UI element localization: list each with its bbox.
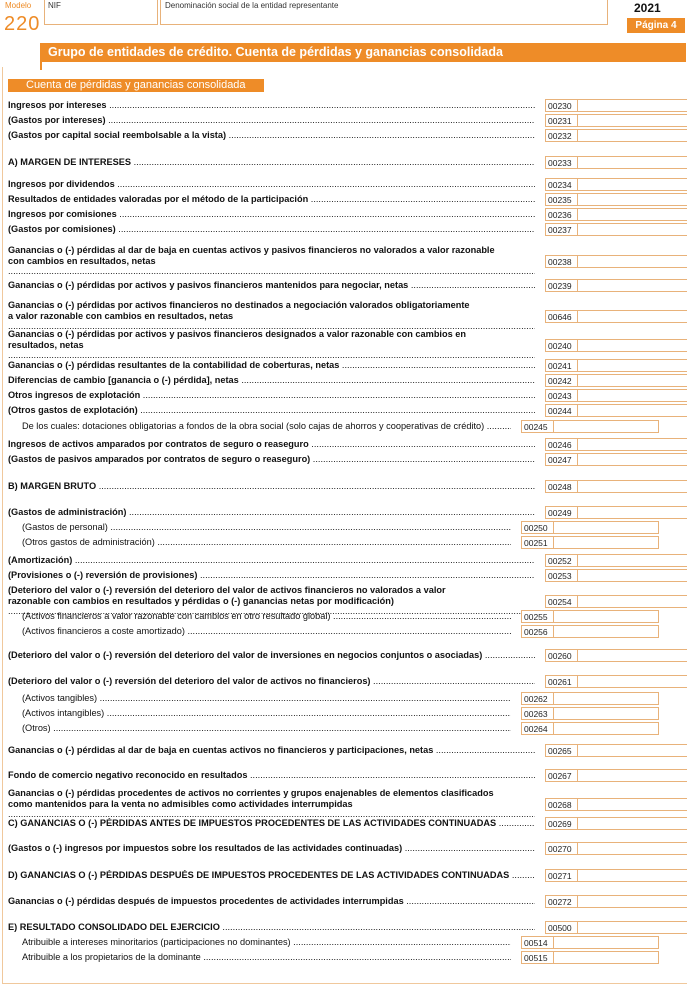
row-label: Atribuible a los propietarios de la dominante ..... bbox=[22, 952, 511, 963]
row-label: (Gastos por comisiones) ..... bbox=[8, 224, 535, 235]
box-code-00262: 00262 bbox=[521, 692, 553, 705]
row-label: Ganancias o (-) pérdidas resultantes de la contabilidad de coberturas, netas ..... bbox=[8, 360, 535, 371]
box-code-00250: 00250 bbox=[521, 521, 553, 534]
form-row-00271 bbox=[8, 870, 535, 881]
amount-field-00272[interactable] bbox=[577, 895, 687, 908]
row-label: Ganancias o (-) pérdidas al dar de baja en cuentas activos no financieros y participaciones, netas ..... bbox=[8, 745, 535, 756]
box-code-00247: 00247 bbox=[545, 453, 577, 466]
amount-field-00241[interactable] bbox=[577, 359, 687, 372]
amount-field-00268[interactable] bbox=[577, 798, 687, 811]
form-row-00515 bbox=[22, 952, 511, 963]
form-row-00263 bbox=[22, 708, 511, 719]
row-label: A) MARGEN DE INTERESES ..... bbox=[8, 157, 535, 168]
form-row-00272 bbox=[8, 896, 535, 907]
box-code-00235: 00235 bbox=[545, 193, 577, 206]
row-label: (Activos intangibles) ..... bbox=[22, 708, 511, 719]
row-label-line2: a valor razonable con cambios en resultados, netas ..... bbox=[8, 311, 535, 332]
amount-field-00239[interactable] bbox=[577, 279, 687, 292]
form-row-00248 bbox=[8, 481, 535, 492]
form-row-00264 bbox=[22, 723, 511, 734]
amount-field-00255[interactable] bbox=[553, 610, 659, 623]
box-code-00241: 00241 bbox=[545, 359, 577, 372]
amount-field-00246[interactable] bbox=[577, 438, 687, 451]
row-label: Otros ingresos de explotación ..... bbox=[8, 390, 535, 401]
box-code-00269: 00269 bbox=[545, 817, 577, 830]
row-label: (Gastos o (-) ingresos por impuestos sobre los resultados de las actividades continuadas) ..... bbox=[8, 843, 535, 854]
amount-field-00238[interactable] bbox=[577, 255, 687, 268]
amount-field-00265[interactable] bbox=[577, 744, 687, 757]
amount-field-00232[interactable] bbox=[577, 129, 687, 142]
page-badge: Página 4 bbox=[627, 18, 685, 33]
row-label: Ganancias o (-) pérdidas después de impuestos procedentes de actividades interrumpidas ..... bbox=[8, 896, 535, 907]
amount-field-00240[interactable] bbox=[577, 339, 687, 352]
box-code-00243: 00243 bbox=[545, 389, 577, 402]
amount-field-00234[interactable] bbox=[577, 178, 687, 191]
form-row-00265 bbox=[8, 745, 535, 756]
amount-field-00270[interactable] bbox=[577, 842, 687, 855]
form-row-00241 bbox=[8, 360, 535, 371]
amount-field-00256[interactable] bbox=[553, 625, 659, 638]
nif-label: NIF bbox=[48, 1, 61, 10]
box-code-00253: 00253 bbox=[545, 569, 577, 582]
box-code-00265: 00265 bbox=[545, 744, 577, 757]
box-code-00263: 00263 bbox=[521, 707, 553, 720]
row-label: (Gastos de pasivos amparados por contratos de seguro o reaseguro) ..... bbox=[8, 454, 535, 465]
row-label: Atribuible a intereses minoritarios (participaciones no dominantes) ..... bbox=[22, 937, 511, 948]
box-code-00239: 00239 bbox=[545, 279, 577, 292]
amount-field-00245[interactable] bbox=[553, 420, 659, 433]
form-row-00261 bbox=[8, 676, 535, 687]
form-row-00262 bbox=[22, 693, 511, 704]
amount-field-00646[interactable] bbox=[577, 310, 687, 323]
box-code-00264: 00264 bbox=[521, 722, 553, 735]
amount-field-00514[interactable] bbox=[553, 936, 659, 949]
row-label-line2: resultados, netas ..... bbox=[8, 340, 535, 361]
row-label: D) GANANCIAS O (-) PÉRDIDAS DESPUÉS DE IMPUESTOS PROCEDENTES DE LAS ACTIVIDADES CONTINUADAS ..... bbox=[8, 870, 535, 881]
row-label: Fondo de comercio negativo reconocido en resultados ..... bbox=[8, 770, 535, 781]
amount-field-00263[interactable] bbox=[553, 707, 659, 720]
row-label: (Provisiones o (-) reversión de provisiones) ..... bbox=[8, 570, 535, 581]
form-row-00246 bbox=[8, 439, 535, 450]
row-label: Ganancias o (-) pérdidas procedentes de activos no corrientes y grupos enajenables de elementos clasificados bbox=[8, 788, 494, 798]
form-row-00233 bbox=[8, 157, 535, 168]
form-row-00255 bbox=[22, 611, 511, 622]
row-label: Resultados de entidades valoradas por el método de la participación ..... bbox=[8, 194, 535, 205]
box-code-00249: 00249 bbox=[545, 506, 577, 519]
row-label: (Deterioro del valor o (-) reversión del deterioro del valor de activos financieros no valorados a valor bbox=[8, 585, 446, 595]
amount-field-00242[interactable] bbox=[577, 374, 687, 387]
box-code-00255: 00255 bbox=[521, 610, 553, 623]
form-row-00232 bbox=[8, 130, 535, 141]
form-row-00230 bbox=[8, 100, 535, 111]
amount-field-00269[interactable] bbox=[577, 817, 687, 830]
amount-field-00264[interactable] bbox=[553, 722, 659, 735]
box-code-00515: 00515 bbox=[521, 951, 553, 964]
form-row-00247 bbox=[8, 454, 535, 465]
form-row-00235 bbox=[8, 194, 535, 205]
form-row-00243 bbox=[8, 390, 535, 401]
box-code-00261: 00261 bbox=[545, 675, 577, 688]
form-row-00237 bbox=[8, 224, 535, 235]
modelo-label: Modelo bbox=[5, 1, 32, 10]
box-code-00231: 00231 bbox=[545, 114, 577, 127]
row-label: C) GANANCIAS O (-) PÉRDIDAS ANTES DE IMPUESTOS PROCEDENTES DE LAS ACTIVIDADES CONTINUADAS ..... bbox=[8, 818, 535, 829]
box-code-00242: 00242 bbox=[545, 374, 577, 387]
row-label: (Gastos de personal) ..... bbox=[22, 522, 511, 533]
amount-field-00260[interactable] bbox=[577, 649, 687, 662]
form-row-00260 bbox=[8, 650, 535, 661]
form-row-00268 bbox=[8, 788, 535, 820]
amount-field-00267[interactable] bbox=[577, 769, 687, 782]
amount-field-00236[interactable] bbox=[577, 208, 687, 221]
box-code-00256: 00256 bbox=[521, 625, 553, 638]
box-code-00230: 00230 bbox=[545, 99, 577, 112]
box-code-00514: 00514 bbox=[521, 936, 553, 949]
row-label-line2: razonable con cambios en resultados y pérdidas o (-) ganancias netas por modificación) ..... bbox=[8, 596, 535, 617]
amount-field-00231[interactable] bbox=[577, 114, 687, 127]
amount-field-00233[interactable] bbox=[577, 156, 687, 169]
form-row-00238 bbox=[8, 245, 535, 277]
form-row-00646 bbox=[8, 300, 535, 332]
row-label-line2: como mantenidos para la venta no admisibles como actividades interrumpidas ..... bbox=[8, 799, 535, 820]
box-code-00236: 00236 bbox=[545, 208, 577, 221]
amount-field-00262[interactable] bbox=[553, 692, 659, 705]
row-label-line2: con cambios en resultados, netas ..... bbox=[8, 256, 535, 277]
box-code-00233: 00233 bbox=[545, 156, 577, 169]
year-label: 2021 bbox=[634, 1, 661, 15]
row-label: Ingresos de activos amparados por contratos de seguro o reaseguro ..... bbox=[8, 439, 535, 450]
row-label: (Otros gastos de administración) ..... bbox=[22, 537, 511, 548]
box-code-00270: 00270 bbox=[545, 842, 577, 855]
box-code-00272: 00272 bbox=[545, 895, 577, 908]
row-label: Ingresos por intereses ..... bbox=[8, 100, 535, 111]
form-row-00270 bbox=[8, 843, 535, 854]
row-label: (Activos tangibles) ..... bbox=[22, 693, 511, 704]
row-label: (Activos financieros a valor razonable con cambios en otro resultado global) ..... bbox=[22, 611, 511, 622]
box-code-00244: 00244 bbox=[545, 404, 577, 417]
form-row-00236 bbox=[8, 209, 535, 220]
box-code-00500: 00500 bbox=[545, 921, 577, 934]
amount-field-00261[interactable] bbox=[577, 675, 687, 688]
form-row-00269 bbox=[8, 818, 535, 829]
amount-field-00271[interactable] bbox=[577, 869, 687, 882]
box-code-00238: 00238 bbox=[545, 255, 577, 268]
form-row-00267 bbox=[8, 770, 535, 781]
box-code-00246: 00246 bbox=[545, 438, 577, 451]
amount-field-00250[interactable] bbox=[553, 521, 659, 534]
amount-field-00235[interactable] bbox=[577, 193, 687, 206]
form-row-00244 bbox=[8, 405, 535, 416]
box-code-00240: 00240 bbox=[545, 339, 577, 352]
form-row-00234 bbox=[8, 179, 535, 190]
amount-field-00253[interactable] bbox=[577, 569, 687, 582]
amount-field-00230[interactable] bbox=[577, 99, 687, 112]
row-label: Ganancias o (-) pérdidas por activos y pasivos financieros designados a valor razonable con cambios en bbox=[8, 329, 466, 339]
row-label: Diferencias de cambio [ganancia o (-) pérdida], netas ..... bbox=[8, 375, 535, 386]
form-row-00500 bbox=[8, 922, 535, 933]
row-label: (Otros) ..... bbox=[22, 723, 511, 734]
section-tab: Cuenta de pérdidas y ganancias consolidada bbox=[8, 79, 264, 92]
row-label: B) MARGEN BRUTO ..... bbox=[8, 481, 535, 492]
amount-field-00251[interactable] bbox=[553, 536, 659, 549]
box-code-00646: 00646 bbox=[545, 310, 577, 323]
box-code-00232: 00232 bbox=[545, 129, 577, 142]
box-code-00267: 00267 bbox=[545, 769, 577, 782]
form-row-00245 bbox=[22, 421, 511, 432]
row-label: (Otros gastos de explotación) ..... bbox=[8, 405, 535, 416]
form-row-00253 bbox=[8, 570, 535, 581]
amount-field-00243[interactable] bbox=[577, 389, 687, 402]
box-code-00254: 00254 bbox=[545, 595, 577, 608]
amount-field-00237[interactable] bbox=[577, 223, 687, 236]
form-row-00240 bbox=[8, 329, 535, 361]
form-row-00239 bbox=[8, 280, 535, 291]
row-label: Ingresos por comisiones ..... bbox=[8, 209, 535, 220]
form-row-00252 bbox=[8, 555, 535, 566]
box-code-00245: 00245 bbox=[521, 420, 553, 433]
row-label: (Gastos de administración) ..... bbox=[8, 507, 535, 518]
denominacion-label: Denominación social de la entidad representante bbox=[165, 1, 339, 10]
amount-field-00254[interactable] bbox=[577, 595, 687, 608]
row-label: (Deterioro del valor o (-) reversión del deterioro del valor de inversiones en negocios conjuntos o asociadas) ..... bbox=[8, 650, 535, 661]
form-row-00514 bbox=[22, 937, 511, 948]
row-label: Ganancias o (-) pérdidas por activos y pasivos financieros mantenidos para negociar, netas ..... bbox=[8, 280, 535, 291]
amount-field-00252[interactable] bbox=[577, 554, 687, 567]
amount-field-00249[interactable] bbox=[577, 506, 687, 519]
row-label: (Gastos por capital social reembolsable a la vista) ..... bbox=[8, 130, 535, 141]
form-row-00250 bbox=[22, 522, 511, 533]
page-title: Grupo de entidades de crédito. Cuenta de pérdidas y ganancias consolidada bbox=[48, 45, 503, 59]
row-label: (Activos financieros a coste amortizado) ..... bbox=[22, 626, 511, 637]
amount-field-00248[interactable] bbox=[577, 480, 687, 493]
row-label: (Gastos por intereses) ..... bbox=[8, 115, 535, 126]
box-code-00237: 00237 bbox=[545, 223, 577, 236]
row-label: Ganancias o (-) pérdidas por activos financieros no destinados a negociación valorados obligatoriamente bbox=[8, 300, 470, 310]
box-code-00260: 00260 bbox=[545, 649, 577, 662]
row-label: De los cuales: dotaciones obligatorias a fondos de la obra social (solo cajas de ahorros y cooperativas de crédito) ..... bbox=[22, 421, 511, 432]
row-label: Ganancias o (-) pérdidas al dar de baja en cuentas activos y pasivos financieros no valorados a valor razonable bbox=[8, 245, 495, 255]
amount-field-00500[interactable] bbox=[577, 921, 687, 934]
form-row-00249 bbox=[8, 507, 535, 518]
amount-field-00515[interactable] bbox=[553, 951, 659, 964]
box-code-00251: 00251 bbox=[521, 536, 553, 549]
form-row-00251 bbox=[22, 537, 511, 548]
box-code-00268: 00268 bbox=[545, 798, 577, 811]
box-code-00271: 00271 bbox=[545, 869, 577, 882]
row-label: Ingresos por dividendos ..... bbox=[8, 179, 535, 190]
nif-field[interactable] bbox=[44, 0, 158, 25]
box-code-00248: 00248 bbox=[545, 480, 577, 493]
form-row-00256 bbox=[22, 626, 511, 637]
amount-field-00247[interactable] bbox=[577, 453, 687, 466]
box-code-00234: 00234 bbox=[545, 178, 577, 191]
amount-field-00244[interactable] bbox=[577, 404, 687, 417]
row-label: (Amortización) ..... bbox=[8, 555, 535, 566]
modelo-number: 220 bbox=[4, 13, 41, 35]
form-row-00242 bbox=[8, 375, 535, 386]
row-label: E) RESULTADO CONSOLIDADO DEL EJERCICIO ..... bbox=[8, 922, 535, 933]
row-label: (Deterioro del valor o (-) reversión del deterioro del valor de activos no financieros) ..... bbox=[8, 676, 535, 687]
form-row-00231 bbox=[8, 115, 535, 126]
box-code-00252: 00252 bbox=[545, 554, 577, 567]
